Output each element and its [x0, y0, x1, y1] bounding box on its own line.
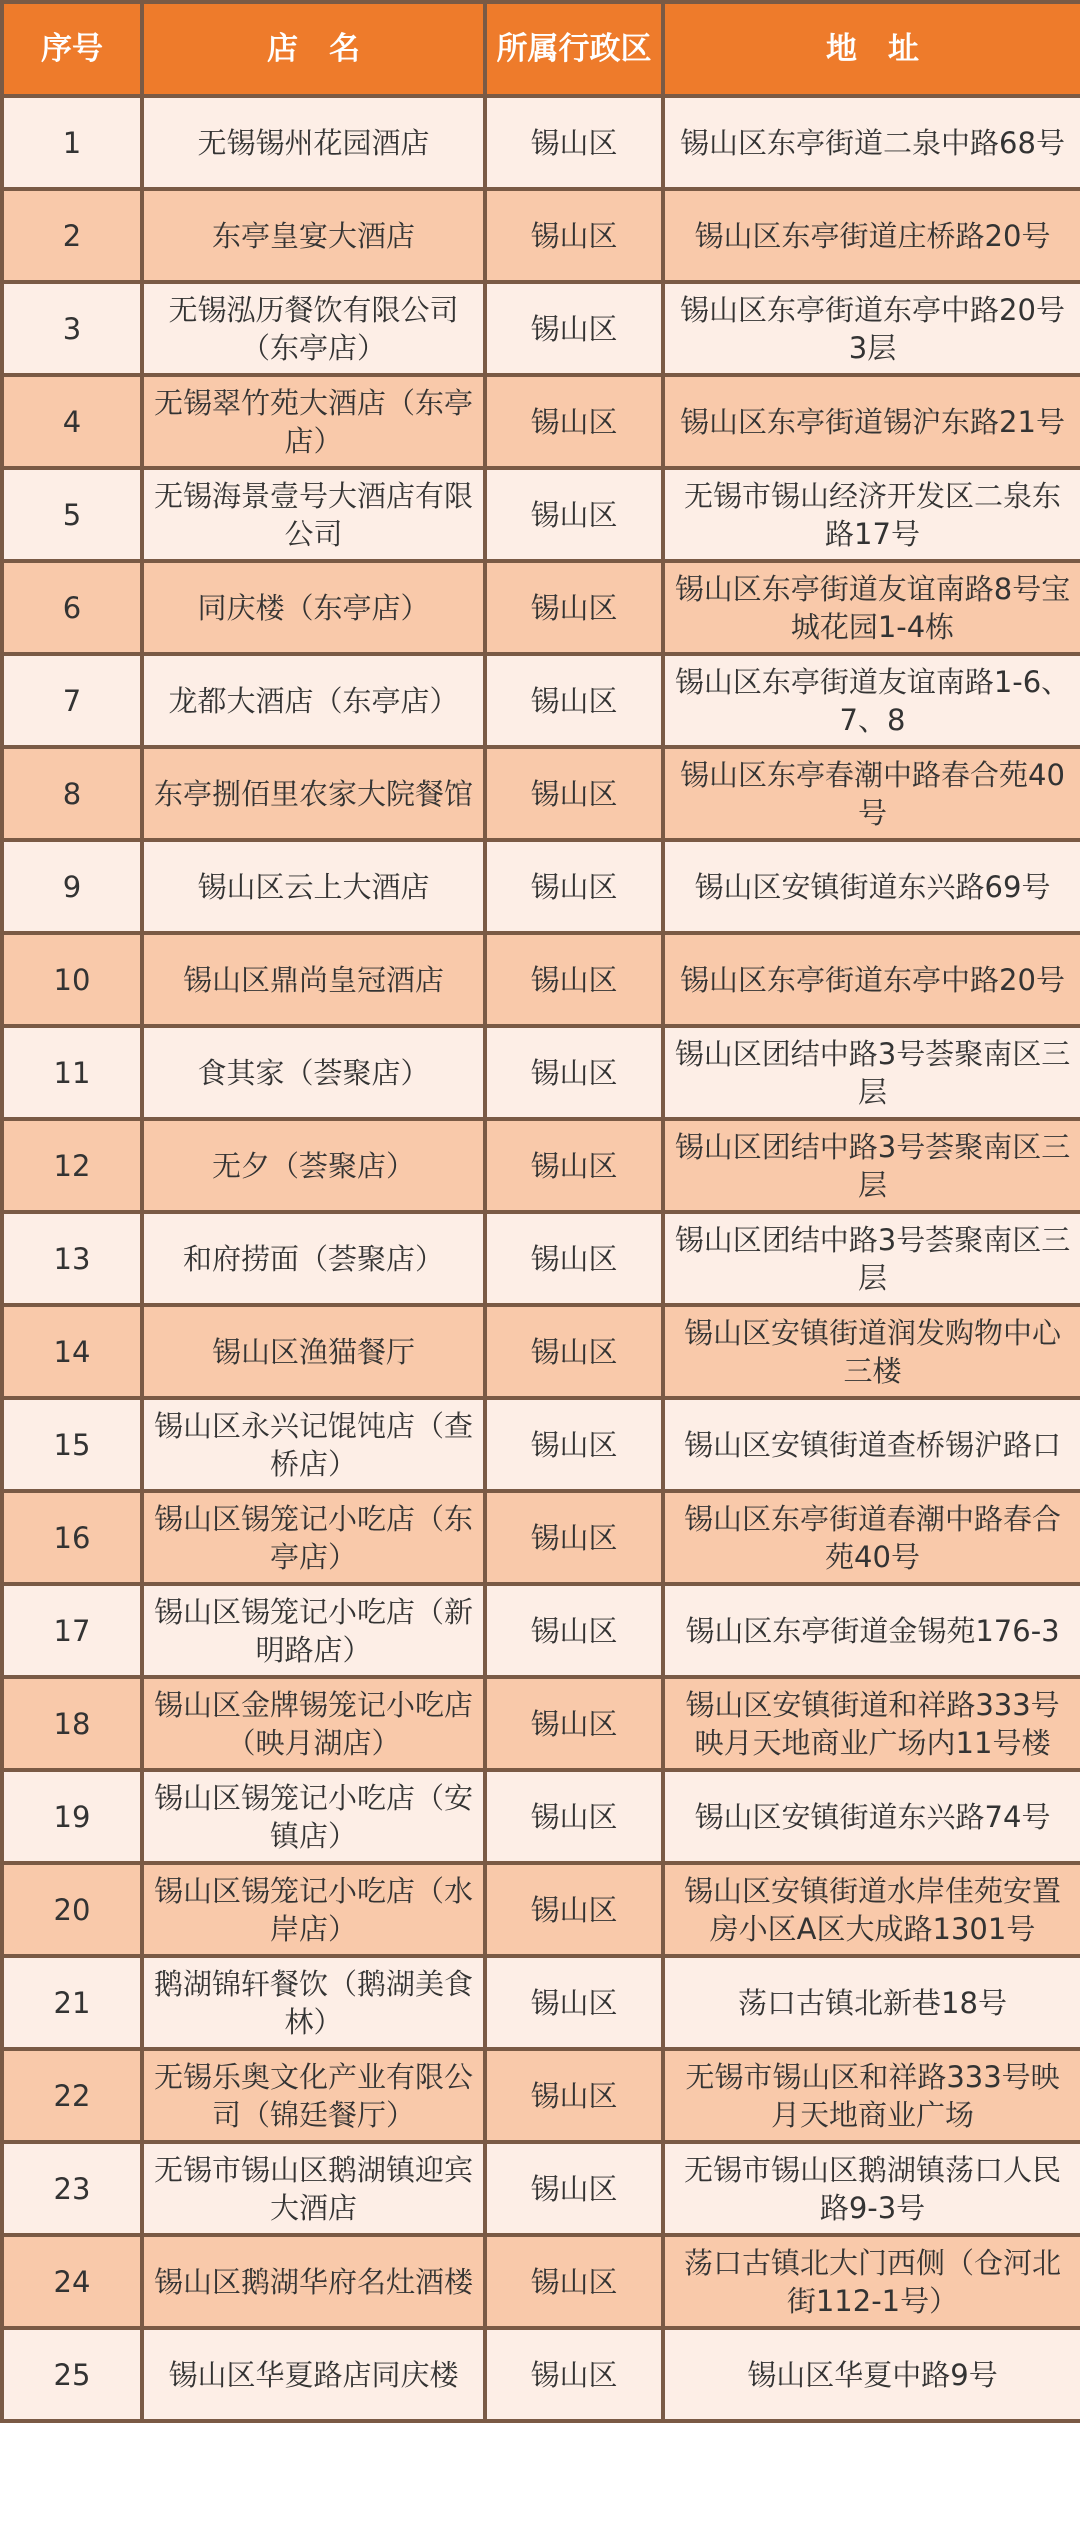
cell-name: 锡山区鹅湖华府名灶酒楼 — [142, 2235, 485, 2328]
table-row — [2, 654, 1080, 747]
cell-district: 锡山区 — [485, 2049, 663, 2142]
cell-name: 同庆楼（东亭店） — [142, 561, 485, 654]
cell-district: 锡山区 — [485, 561, 663, 654]
cell-index: 20 — [2, 1863, 142, 1956]
cell-address: 锡山区安镇街道东兴路74号 — [663, 1770, 1080, 1863]
cell-name: 无锡泓历餐饮有限公司（东亭店） — [142, 282, 485, 375]
cell-index: 10 — [2, 933, 142, 1026]
table-row — [2, 1584, 1080, 1677]
cell-index: 14 — [2, 1305, 142, 1398]
cell-address: 锡山区东亭春潮中路春合苑40号 — [663, 747, 1080, 840]
cell-address: 锡山区东亭街道东亭中路20号3层 — [663, 282, 1080, 375]
cell-district: 锡山区 — [485, 1119, 663, 1212]
cell-address: 锡山区华夏中路9号 — [663, 2328, 1080, 2421]
cell-name: 锡山区永兴记馄饨店（查桥店） — [142, 1398, 485, 1491]
cell-district: 锡山区 — [485, 1770, 663, 1863]
cell-index: 16 — [2, 1491, 142, 1584]
table-row — [2, 561, 1080, 654]
cell-address: 锡山区团结中路3号荟聚南区三层 — [663, 1119, 1080, 1212]
cell-index: 21 — [2, 1956, 142, 2049]
cell-district: 锡山区 — [485, 1863, 663, 1956]
cell-address: 锡山区团结中路3号荟聚南区三层 — [663, 1212, 1080, 1305]
cell-address: 荡口古镇北新巷18号 — [663, 1956, 1080, 2049]
header-district: 所属行政区 — [485, 2, 663, 96]
cell-name: 无锡翠竹苑大酒店（东亭店） — [142, 375, 485, 468]
header-address: 地 址 — [663, 2, 1080, 96]
cell-name: 龙都大酒店（东亭店） — [142, 654, 485, 747]
cell-name: 锡山区锡笼记小吃店（新明路店） — [142, 1584, 485, 1677]
table-row — [2, 189, 1080, 282]
cell-name: 和府捞面（荟聚店） — [142, 1212, 485, 1305]
cell-address: 锡山区东亭街道东亭中路20号 — [663, 933, 1080, 1026]
table-row — [2, 1491, 1080, 1584]
cell-index: 23 — [2, 2142, 142, 2235]
cell-name: 鹅湖锦轩餐饮（鹅湖美食林） — [142, 1956, 485, 2049]
cell-index: 25 — [2, 2328, 142, 2421]
cell-district: 锡山区 — [485, 654, 663, 747]
table-row — [2, 2049, 1080, 2142]
header-row — [2, 2, 1080, 96]
cell-address: 锡山区安镇街道查桥锡沪路口 — [663, 1398, 1080, 1491]
cell-name: 锡山区金牌锡笼记小吃店（映月湖店） — [142, 1677, 485, 1770]
cell-name: 东亭皇宴大酒店 — [142, 189, 485, 282]
table-row — [2, 1770, 1080, 1863]
cell-name: 无锡海景壹号大酒店有限公司 — [142, 468, 485, 561]
header-name: 店 名 — [142, 2, 485, 96]
cell-district: 锡山区 — [485, 468, 663, 561]
cell-district: 锡山区 — [485, 375, 663, 468]
table-header — [2, 2, 1080, 96]
table-row — [2, 1677, 1080, 1770]
table-row — [2, 933, 1080, 1026]
cell-index: 4 — [2, 375, 142, 468]
cell-index: 15 — [2, 1398, 142, 1491]
cell-name: 锡山区锡笼记小吃店（水岸店） — [142, 1863, 485, 1956]
cell-address: 锡山区安镇街道东兴路69号 — [663, 840, 1080, 933]
cell-address: 锡山区安镇街道润发购物中心三楼 — [663, 1305, 1080, 1398]
cell-name: 无锡锡州花园酒店 — [142, 96, 485, 189]
cell-address: 锡山区东亭街道春潮中路春合苑40号 — [663, 1491, 1080, 1584]
cell-address: 锡山区团结中路3号荟聚南区三层 — [663, 1026, 1080, 1119]
cell-district: 锡山区 — [485, 96, 663, 189]
table-row — [2, 2328, 1080, 2421]
cell-name: 锡山区鼎尚皇冠酒店 — [142, 933, 485, 1026]
cell-name: 锡山区锡笼记小吃店（东亭店） — [142, 1491, 485, 1584]
cell-index: 18 — [2, 1677, 142, 1770]
cell-address: 锡山区东亭街道锡沪东路21号 — [663, 375, 1080, 468]
cell-district: 锡山区 — [485, 1491, 663, 1584]
cell-index: 12 — [2, 1119, 142, 1212]
cell-district: 锡山区 — [485, 1026, 663, 1119]
cell-district: 锡山区 — [485, 1212, 663, 1305]
cell-index: 17 — [2, 1584, 142, 1677]
cell-district: 锡山区 — [485, 747, 663, 840]
cell-name: 锡山区云上大酒店 — [142, 840, 485, 933]
table-row — [2, 747, 1080, 840]
cell-index: 9 — [2, 840, 142, 933]
cell-district: 锡山区 — [485, 840, 663, 933]
cell-index: 5 — [2, 468, 142, 561]
cell-district: 锡山区 — [485, 282, 663, 375]
cell-address: 锡山区东亭街道友谊南路8号宝城花园1-4栋 — [663, 561, 1080, 654]
table-body — [2, 96, 1080, 2421]
cell-index: 11 — [2, 1026, 142, 1119]
cell-index: 6 — [2, 561, 142, 654]
cell-district: 锡山区 — [485, 2328, 663, 2421]
cell-address: 锡山区东亭街道友谊南路1-6、7、8 — [663, 654, 1080, 747]
table-row — [2, 96, 1080, 189]
cell-index: 24 — [2, 2235, 142, 2328]
table-row — [2, 1119, 1080, 1212]
cell-name: 锡山区锡笼记小吃店（安镇店） — [142, 1770, 485, 1863]
cell-address: 无锡市锡山经济开发区二泉东路17号 — [663, 468, 1080, 561]
cell-district: 锡山区 — [485, 1956, 663, 2049]
cell-name: 无锡乐奥文化产业有限公司（锦廷餐厅） — [142, 2049, 485, 2142]
cell-address: 锡山区安镇街道和祥路333号映月天地商业广场内11号楼 — [663, 1677, 1080, 1770]
cell-district: 锡山区 — [485, 1305, 663, 1398]
table-row — [2, 1305, 1080, 1398]
cell-index: 8 — [2, 747, 142, 840]
cell-name: 锡山区华夏路店同庆楼 — [142, 2328, 485, 2421]
cell-district: 锡山区 — [485, 1398, 663, 1491]
table-row — [2, 1212, 1080, 1305]
cell-address: 无锡市锡山区鹅湖镇荡口人民路9-3号 — [663, 2142, 1080, 2235]
table-row — [2, 1398, 1080, 1491]
table-row — [2, 375, 1080, 468]
cell-address: 锡山区安镇街道水岸佳苑安置房小区A区大成路1301号 — [663, 1863, 1080, 1956]
cell-address: 锡山区东亭街道二泉中路68号 — [663, 96, 1080, 189]
table-row — [2, 840, 1080, 933]
cell-index: 13 — [2, 1212, 142, 1305]
cell-district: 锡山区 — [485, 1584, 663, 1677]
cell-name: 东亭捌佰里农家大院餐馆 — [142, 747, 485, 840]
cell-address: 无锡市锡山区和祥路333号映月天地商业广场 — [663, 2049, 1080, 2142]
cell-index: 22 — [2, 2049, 142, 2142]
table-row — [2, 2142, 1080, 2235]
cell-address: 荡口古镇北大门西侧（仓河北街112-1号） — [663, 2235, 1080, 2328]
table-row — [2, 1026, 1080, 1119]
cell-address: 锡山区东亭街道金锡苑176-3 — [663, 1584, 1080, 1677]
cell-name: 无夕（荟聚店） — [142, 1119, 485, 1212]
table-row — [2, 1956, 1080, 2049]
cell-index: 7 — [2, 654, 142, 747]
cell-district: 锡山区 — [485, 2235, 663, 2328]
cell-name: 锡山区渔猫餐厅 — [142, 1305, 485, 1398]
cell-name: 无锡市锡山区鹅湖镇迎宾大酒店 — [142, 2142, 485, 2235]
cell-district: 锡山区 — [485, 1677, 663, 1770]
header-index: 序号 — [2, 2, 142, 96]
cell-index: 2 — [2, 189, 142, 282]
cell-district: 锡山区 — [485, 189, 663, 282]
cell-index: 19 — [2, 1770, 142, 1863]
table-row — [2, 2235, 1080, 2328]
cell-district: 锡山区 — [485, 933, 663, 1026]
cell-address: 锡山区东亭街道庄桥路20号 — [663, 189, 1080, 282]
cell-index: 1 — [2, 96, 142, 189]
table-row — [2, 468, 1080, 561]
cell-name: 食其家（荟聚店） — [142, 1026, 485, 1119]
cell-district: 锡山区 — [485, 2142, 663, 2235]
table-row — [2, 282, 1080, 375]
cell-index: 3 — [2, 282, 142, 375]
table-row — [2, 1863, 1080, 1956]
